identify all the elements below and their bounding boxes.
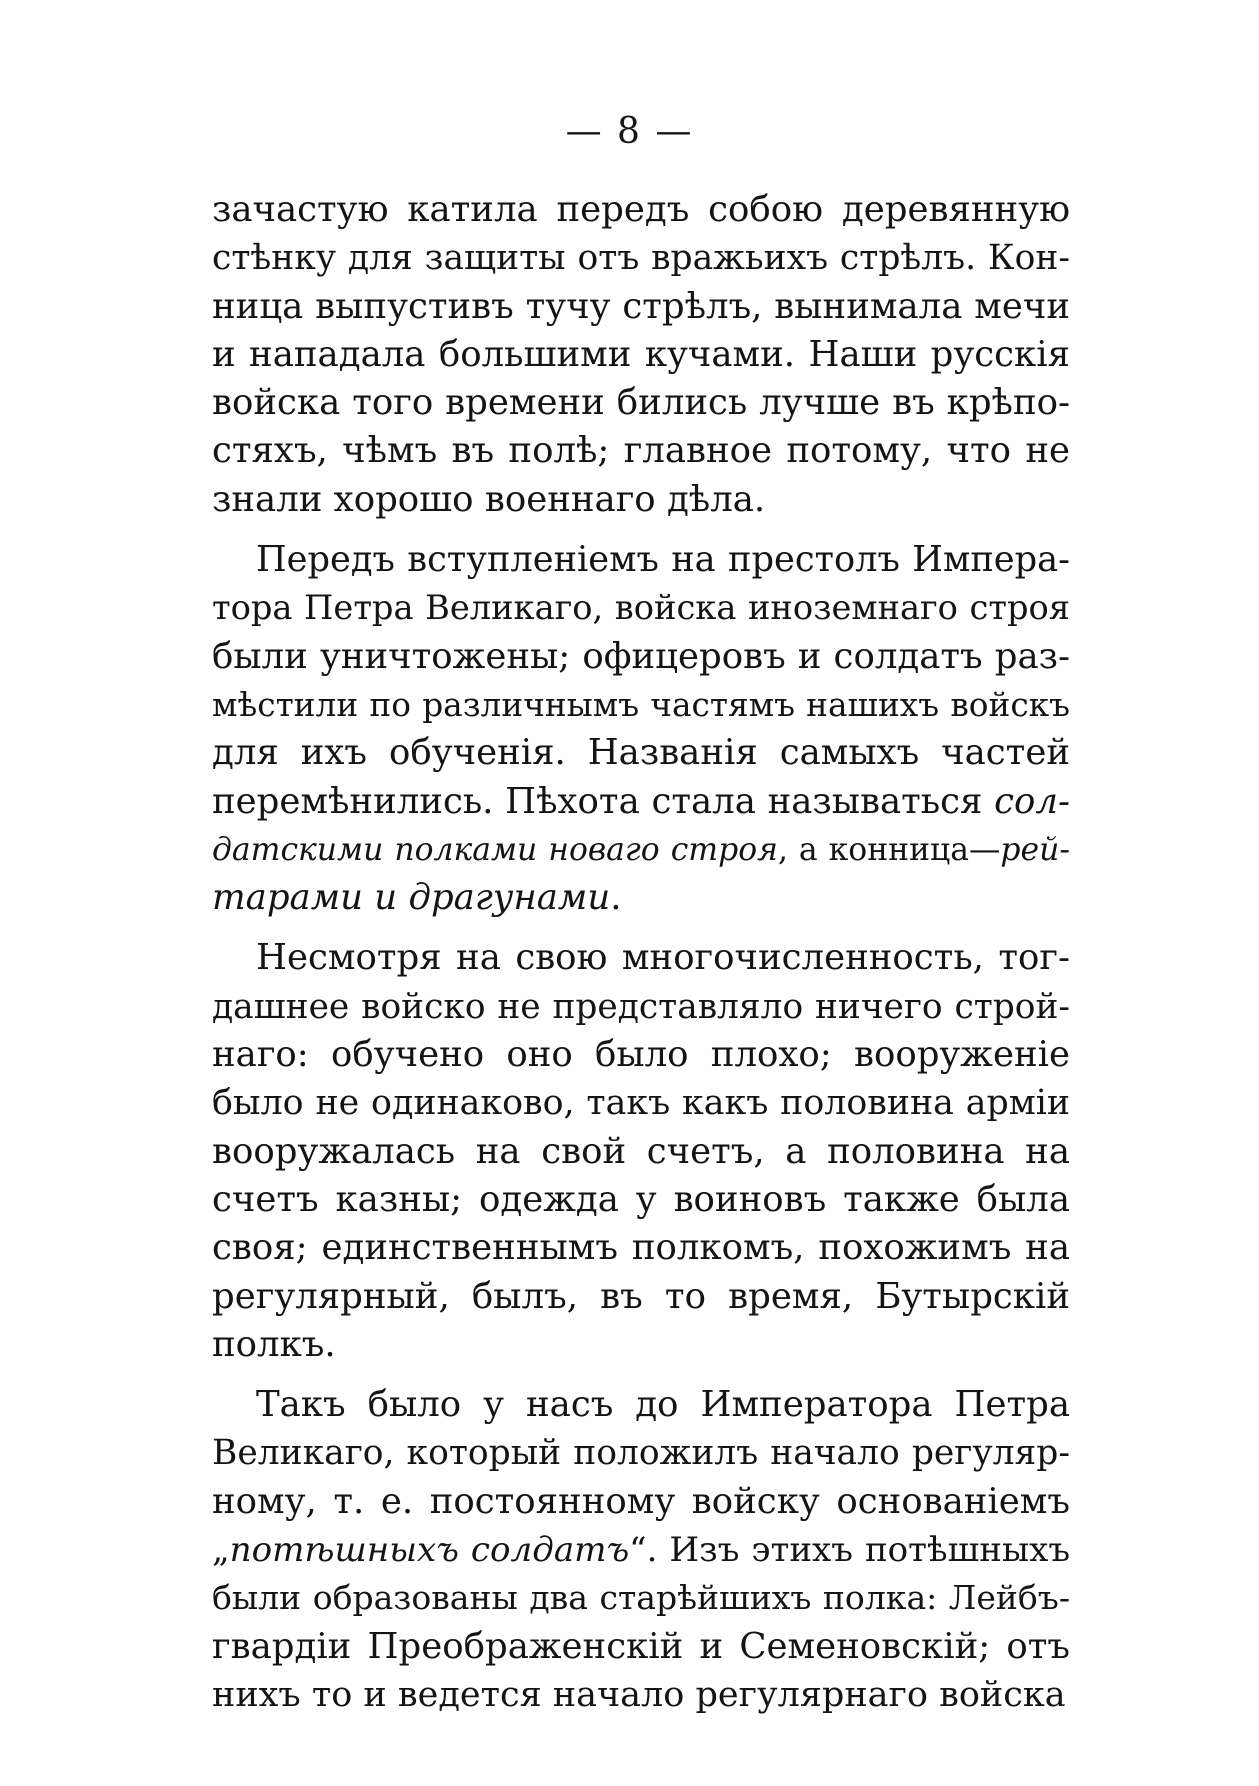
text-segment: ному, т. е. постоянному войску основаніемъ bbox=[212, 1480, 1070, 1522]
text-segment: для ихъ обученія. Названія самыхъ частей bbox=[212, 732, 1070, 774]
italic-text: потѣшныхъ солдатъ bbox=[229, 1530, 630, 1571]
italic-text: тарами и драгунами bbox=[212, 877, 611, 919]
text-line bbox=[212, 1478, 1070, 1526]
text-segment: Несмотря на свою многочисленность, тог- bbox=[256, 937, 1070, 979]
paragraph bbox=[212, 934, 1070, 1369]
italic-text: рей- bbox=[1000, 831, 1070, 868]
text-line bbox=[212, 234, 1070, 282]
text-line bbox=[212, 331, 1070, 379]
text-line bbox=[212, 1526, 1070, 1574]
text-segment: дашнее войско не представляло ничего строй- bbox=[212, 986, 1070, 1027]
text-segment: полкъ. bbox=[212, 1323, 336, 1365]
text-line bbox=[212, 1429, 1070, 1477]
text-segment: Великаго, который положилъ начало регуляр- bbox=[212, 1433, 1070, 1474]
text-segment: наго: обучено оно было плохо; вооруженіе bbox=[212, 1034, 1070, 1076]
text-segment: знали хорошо военнаго дѣла. bbox=[212, 478, 766, 520]
text-line bbox=[212, 826, 1070, 874]
text-segment: Передъ вступленіемъ на престолъ Импера- bbox=[256, 539, 1070, 581]
text-line bbox=[212, 983, 1070, 1031]
text-line bbox=[212, 536, 1070, 584]
text-line bbox=[212, 427, 1070, 475]
text-line bbox=[212, 1574, 1070, 1622]
text-segment: было не одинаково, такъ какъ половина арміи bbox=[212, 1083, 1070, 1124]
paragraph bbox=[212, 536, 1070, 922]
text-line bbox=[212, 1321, 1070, 1369]
italic-text: сол- bbox=[994, 780, 1070, 822]
text-segment: зачастую катила передъ собою деревянную bbox=[212, 189, 1070, 230]
text-segment: Такъ было у насъ до Императора Петра bbox=[256, 1384, 1070, 1426]
text-line bbox=[212, 874, 1070, 922]
text-segment: мѣстили по различнымъ частямъ нашихъ войскъ bbox=[212, 685, 1070, 724]
text-segment: тора Петра Великаго, войска иноземнаго строя bbox=[212, 588, 1070, 628]
text-segment: стѣнку для защиты отъ вражьихъ стрѣлъ. Кон- bbox=[212, 238, 1070, 279]
text-segment: своя; единственнымъ полкомъ, похожимъ на bbox=[212, 1227, 1070, 1269]
text-segment: стяхъ, чѣмъ въ полѣ; главное потому, что не bbox=[212, 430, 1070, 472]
text-line bbox=[212, 778, 1070, 826]
text-segment: , а конница— bbox=[777, 831, 1001, 868]
body-text bbox=[212, 186, 1070, 1719]
text-line bbox=[212, 1176, 1070, 1224]
text-line bbox=[212, 1224, 1070, 1272]
text-segment: перемѣнились. Пѣхота стала называться bbox=[212, 780, 995, 822]
text-line bbox=[212, 633, 1070, 681]
text-line bbox=[212, 1671, 1070, 1719]
text-line bbox=[212, 1623, 1070, 1671]
text-segment: . bbox=[610, 877, 622, 919]
text-segment: гвардіи Преображенскій и Семеновскій; отъ bbox=[212, 1625, 1070, 1667]
italic-text: датскими полками новаго строя bbox=[212, 831, 778, 868]
text-segment: счетъ казны; одежда у воиновъ также была bbox=[212, 1178, 1070, 1220]
text-line bbox=[212, 1273, 1070, 1321]
text-segment: вооружалась на свой счетъ, а половина на bbox=[212, 1130, 1070, 1172]
text-segment: „ bbox=[212, 1530, 230, 1571]
text-segment: были образованы два старѣйшихъ полка: Лейбъ- bbox=[212, 1578, 1070, 1618]
text-line bbox=[212, 1128, 1070, 1176]
text-line bbox=[212, 476, 1070, 524]
paragraph bbox=[212, 186, 1070, 524]
page-number: — 8 — bbox=[565, 111, 694, 152]
text-segment: регулярный, былъ, въ то время, Бутырскій bbox=[212, 1275, 1070, 1317]
text-line bbox=[212, 1031, 1070, 1079]
text-segment: ница выпустивъ тучу стрѣлъ, вынимала мечи bbox=[212, 285, 1070, 327]
text-line bbox=[212, 283, 1070, 331]
text-line bbox=[212, 186, 1070, 234]
text-segment: и нападала большими кучами. Наши русскія bbox=[212, 333, 1070, 375]
text-segment: были уничтожены; офицеровъ и солдатъ раз- bbox=[212, 635, 1070, 677]
text-line bbox=[212, 1381, 1070, 1429]
text-line bbox=[212, 934, 1070, 982]
text-line bbox=[212, 729, 1070, 777]
paragraph bbox=[212, 1381, 1070, 1719]
text-line bbox=[212, 1079, 1070, 1127]
text-segment: войска того времени бились лучше въ крѣпо- bbox=[212, 382, 1070, 424]
text-segment: “. Изъ этихъ потѣшныхъ bbox=[629, 1530, 1071, 1571]
text-line bbox=[212, 681, 1070, 729]
text-segment: нихъ то и ведется начало регулярнаго войска bbox=[212, 1673, 1066, 1715]
text-line bbox=[212, 379, 1070, 427]
text-line bbox=[212, 584, 1070, 632]
